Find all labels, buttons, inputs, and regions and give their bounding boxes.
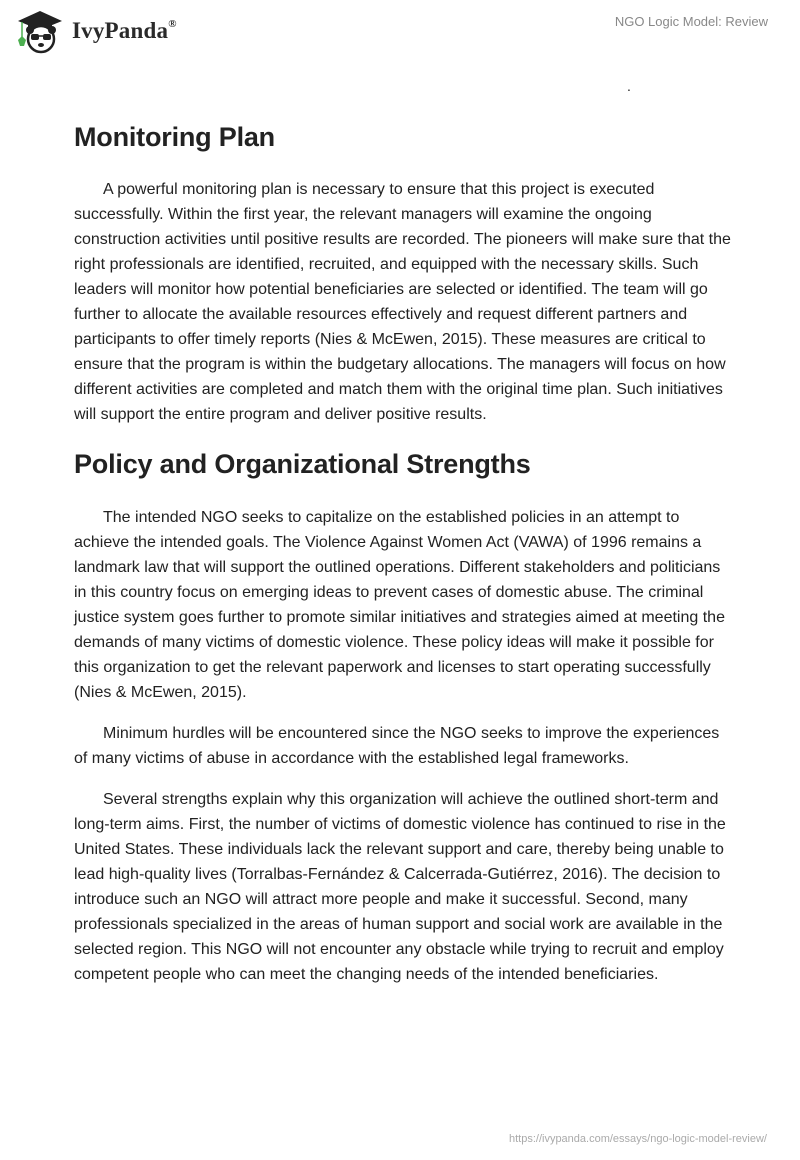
article-body <box>74 112 734 987</box>
heading-policy-strengths: Policy and Organizational Strengths <box>74 449 531 479</box>
panda-graduate-icon <box>14 8 66 54</box>
paragraph: Several strengths explain why this organization will achieve the outlined short-term and long-term aims. First, the number of victims of domestic violence has continued to rise in the United States. These individuals lack the relevant support and care, thereby being unable to lead high-quality lives (Torralbas-Fernández & Calcerrada-Gutiérrez, 2016). The decision to introduce such an NGO will attract more people and make it successful. Second, many professionals specialized in the areas of human support and social work are available in the selected region. This NGO will not encounter any obstacle while trying to recruit and employ competent people who can meet the changing needs of the intended beneficiaries. <box>74 791 726 983</box>
heading-monitoring-plan: Monitoring Plan <box>74 122 275 152</box>
ivypanda-logo[interactable] <box>14 8 177 54</box>
paragraph: A powerful monitoring plan is necessary to ensure that this project is executed successfully. Within the first year, the relevant managers will examine the ongoing construction activities until positive results are recorded. The pioneers will make sure that the right professionals are identified, recruited, and equipped with the necessary skills. Such leaders will monitor how potential beneficiaries are selected or identified. The team will go further to allocate the available resources effectively and request different partners and participants to offer timely reports (Nies & McEwen, 2015). These measures are critical to ensure that the program is within the budgetary allocations. The managers will focus on how different activities are completed and match them with the original time plan. Such initiatives will support the entire program and deliver positive results. <box>74 181 731 423</box>
logo-wordmark: IvyPanda® <box>72 18 177 43</box>
document-title: NGO Logic Model: Review <box>614 14 768 29</box>
paragraph: The intended NGO seeks to capitalize on the established policies in an attempt to achieve the intended goals. The Violence Against Women Act (VAWA) of 1996 remains a landmark law that will support the outlined operations. Different stakeholders and politicians in this country focus on emerging ideas to prevent cases of domestic abuse. The criminal justice system goes further to promote similar initiatives and strategies aimed at meeting the demands of many victims of domestic violence. These policy ideas will make it possible for this organization to get the relevant paperwork and licenses to start operating successfully (Nies & McEwen, 2015). <box>74 509 725 701</box>
stray-dot: . <box>627 78 631 94</box>
footer-url-link[interactable]: https://ivypanda.com/essays/ngo-logic-model-review/ <box>508 1133 767 1145</box>
page-header <box>0 0 800 60</box>
paragraph: Minimum hurdles will be encountered since the NGO seeks to improve the experiences of many victims of abuse in accordance with the established legal frameworks. <box>74 725 720 767</box>
